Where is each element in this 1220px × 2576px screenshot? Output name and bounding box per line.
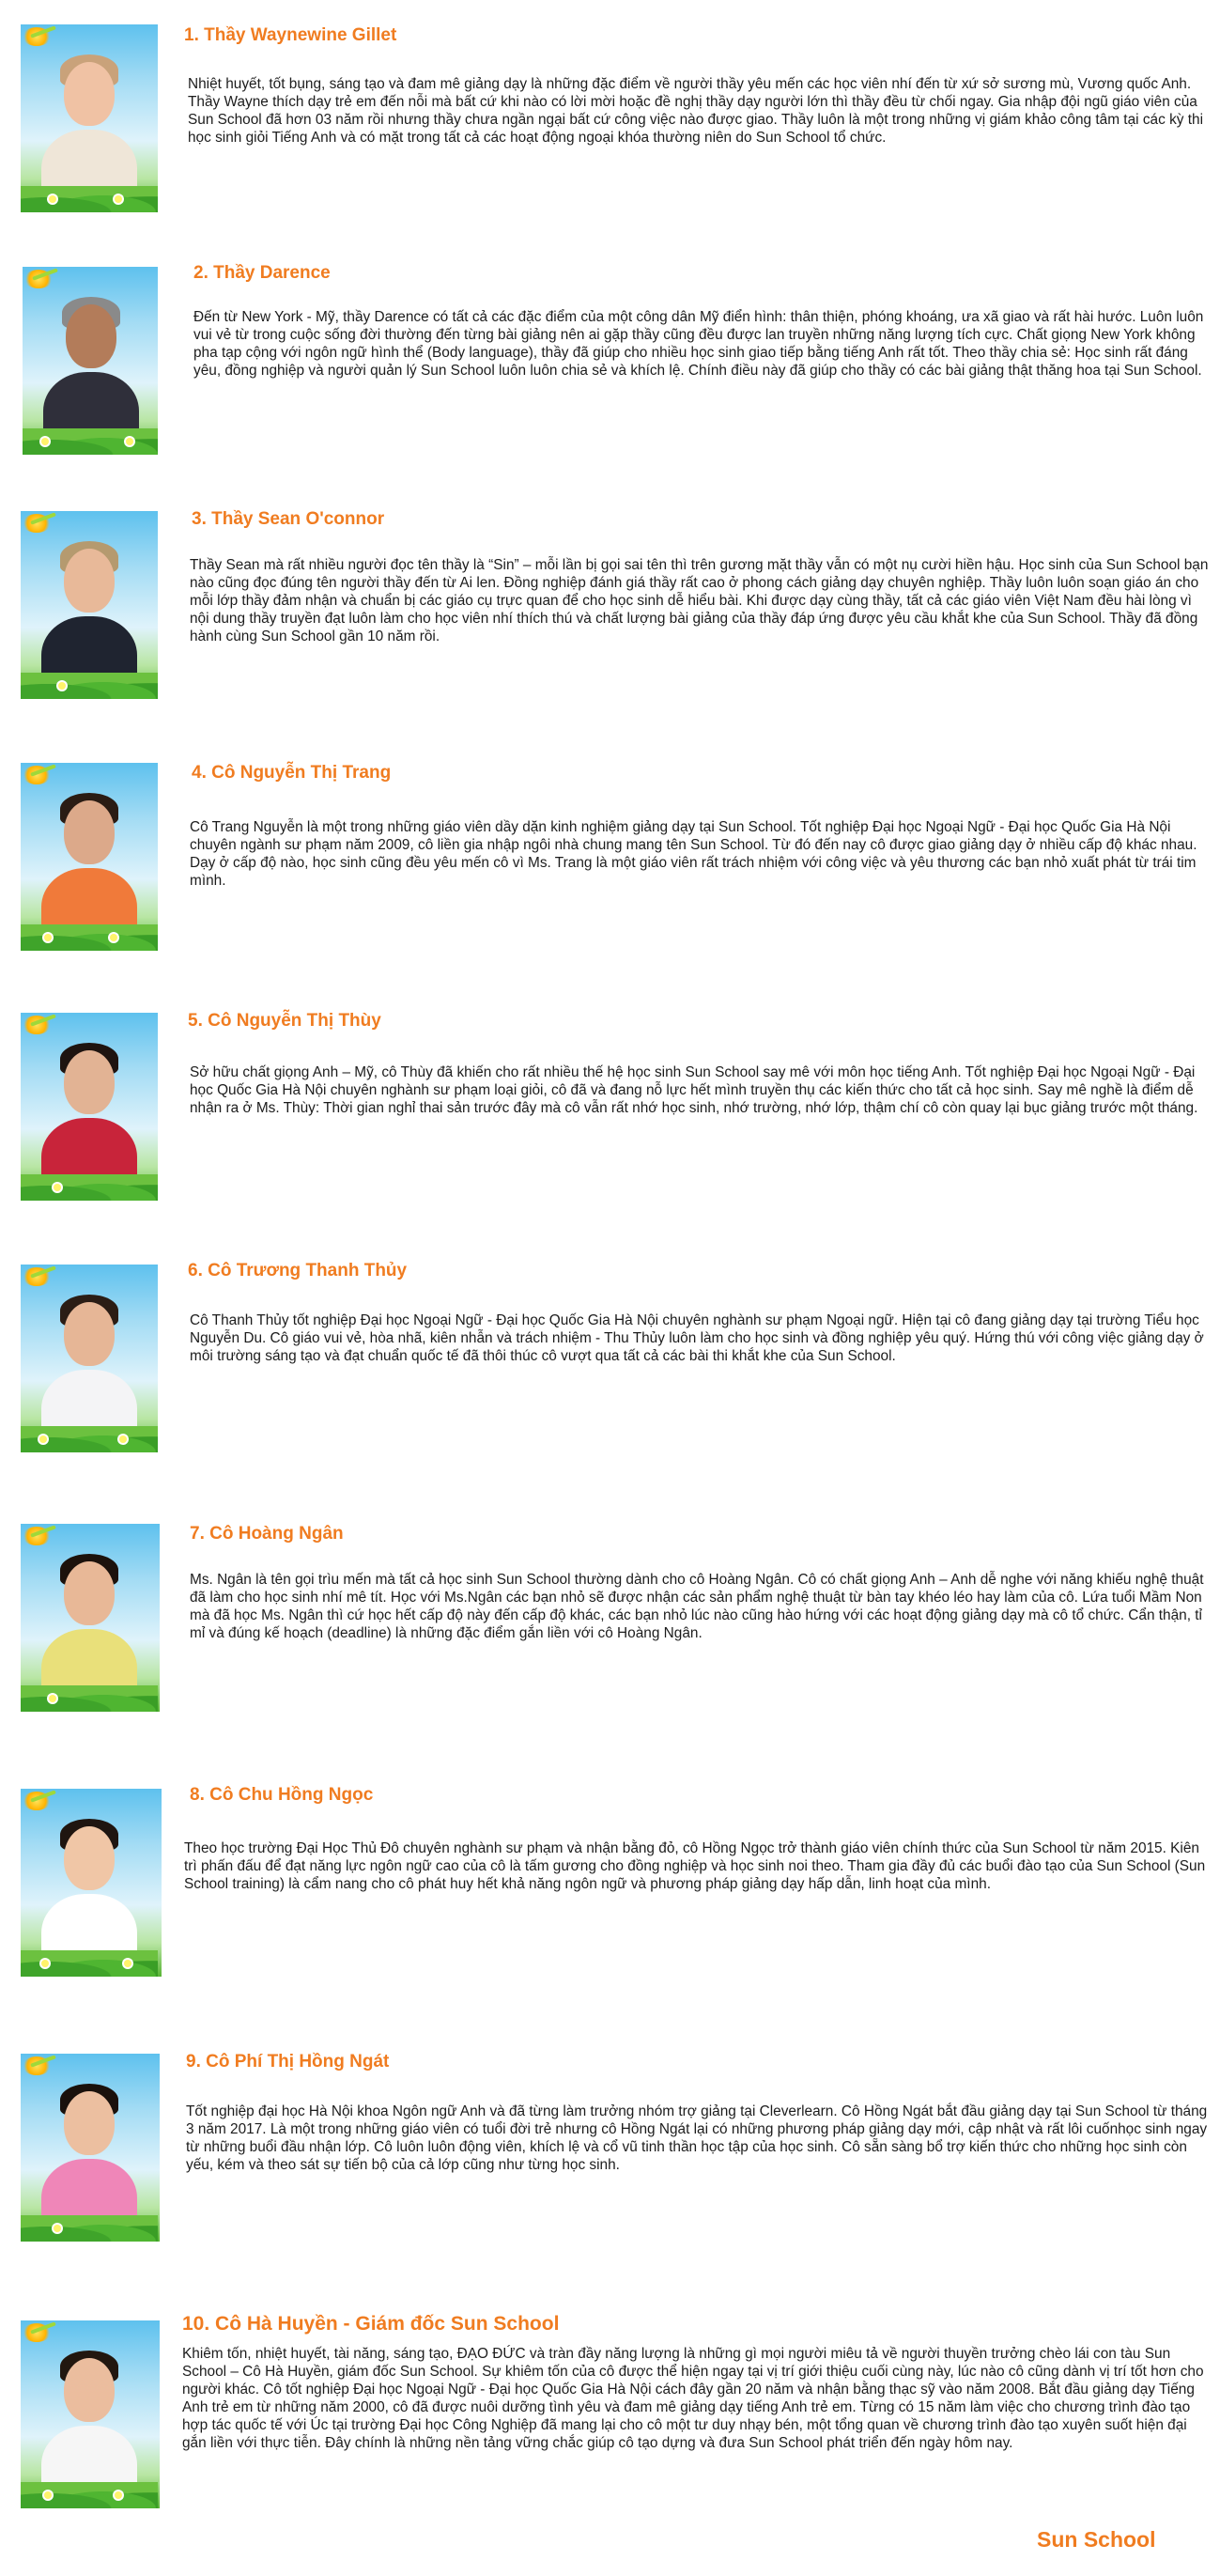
sun-school-signature: Sun School bbox=[1037, 2527, 1156, 2552]
teacher-photo bbox=[21, 763, 158, 951]
teacher-bio: Cô Thanh Thủy tốt nghiệp Đại học Ngoại Ngữ - Đại học Quốc Gia Hà Nội chuyên nghành sư phạm Ngoại ngữ. Hiện tại cô đang giảng dạy tại trường Tiểu học Nguyễn Du. Cô giáo vui vẻ, hòa nhã, kiên nhẫn và trách nhiệm - Thu Thủy luôn làm cho học sinh và đồng nghiệp yêu quý. Hứng thú với công việc giảng dạy ở môi trường sáng tạo và đạt chuẩn quốc tế đã thôi thúc cô vượt qua tất cả các bài thi khắt khe của Sun School. bbox=[190, 1312, 1204, 1364]
teacher-bio: Ms. Ngân là tên gọi trìu mến mà tất cả học sinh Sun School thường dành cho cô Hoàng Ngân. Cô có chất giọng Anh – Anh dễ nghe với năng khiếu nghệ thuật đã làm cho học sinh nhí mê tít. Học với Ms.Ngân các bạn nhỏ sẽ được nhận các sản phẩm nghệ thuật từ bàn tay khéo léo hay làm của cô. Lứa tuổi Mầm Non mà đã học Ms. Ngân thì cứ học hết cấp độ này đến cấp độ khác, các bạn nhỏ lúc nào cũng hào hứng với các hoạt động giảng dạy mà cô tổ chức. Cẩn thận, tỉ mỉ và đúng kế hoạch (deadline) là những đặc điểm gắn liền với cô Hoàng Ngân. bbox=[190, 1572, 1204, 1641]
teacher-bio: Đến từ New York - Mỹ, thầy Darence có tất cả các đặc điểm của một công dân Mỹ điển hình: thân thiện, phóng khoáng, ưa xã giao và rất hài hước. Luôn luôn vui vẻ từ trong cuộc sống đời thường đến từng bài giảng nên ai gặp thầy cũng đều được lan truyền những năng lượng tích cực. Chất giọng New York không pha tạp cộng với ngôn ngữ hình thể (Body language), thầy đã giúp cho nhiều học sinh giao tiếp bằng tiếng Anh rất tốt. Theo thầy chia sẻ: Học sinh rất đáng yêu, đồng nghiệp và người quản lý Sun School luôn luôn chia sẻ và khích lệ. Chính điều này đã giúp cho thầy có các bài giảng thật thăng hoa tại Sun School. bbox=[193, 309, 1204, 379]
teacher-bio: Thầy Sean mà rất nhiều người đọc tên thầy là “Sin” – mỗi lần bị gọi sai tên thì trên gương mặt thầy vẫn có một nụ cười hiền hậu. Học sinh của Sun School bạn nào cũng đọc đúng tên người thầy đến từ Ai len. Đồng nghiệp đánh giá thầy rất cao ở phong cách giảng dạy chuyên nghiệp. Thầy luôn luôn soạn giáo án cho mỗi lớp thầy đảm nhận và chuẩn bị các giáo cụ trực quan để cho học sinh dễ hiểu bài. Khi được dạy cùng thầy, tất cả các giáo viên Việt Nam đều hài lòng vì nội dung thầy truyền đạt luôn làm cho học viên nhí thích thú và chất lượng bài giảng của thầy đáp ứng được yêu cầu khắt khe của Sun School. Thầy đã đồng hành cùng Sun School gần 10 năm rồi. bbox=[190, 557, 1209, 644]
teacher-photo bbox=[21, 1524, 160, 1712]
teacher-photo bbox=[21, 2320, 160, 2508]
teacher-title: 3. Thầy Sean O'connor bbox=[192, 509, 385, 529]
teacher-bio: Theo học trường Đại Học Thủ Đô chuyên nghành sư phạm và nhận bằng đỏ, cô Hồng Ngọc trở thành giáo viên chính thức của Sun School từ năm 2015. Kiên trì phấn đấu để đạt năng lực ngôn ngữ cao của cô là tấm gương cho đồng nghiệp và học sinh noi theo. Tham gia đầy đủ các buổi đào tạo của Sun School (Sun School training) là cẩm nang cho cô phát huy hết khả năng ngôn ngữ và phương pháp giảng dạy hấp dẫn, linh hoạt của mình. bbox=[184, 1840, 1206, 1892]
teacher-photo bbox=[23, 267, 158, 455]
teacher-title: 4. Cô Nguyễn Thị Trang bbox=[192, 763, 392, 783]
teacher-photo bbox=[21, 2054, 160, 2242]
teacher-title: 8. Cô Chu Hồng Ngọc bbox=[190, 1785, 374, 1805]
teacher-photo bbox=[21, 1265, 158, 1452]
teacher-photo bbox=[21, 511, 158, 699]
teacher-bio: Sở hữu chất giọng Anh – Mỹ, cô Thùy đã khiến cho rất nhiều thế hệ học sinh Sun School say mê với môn học tiếng Anh. Tốt nghiệp Đại học Ngoại Ngữ - Đại học Quốc Gia Hà Nội chuyên nghành sư phạm loại giỏi, cô đã và đang nỗ lực hết mình truyền thụ các kiến thức cho tất cả học sinh. Say mê nghề là điểm dễ nhận ra ở Ms. Thùy: Thời gian nghỉ thai sản trước đây mà cô vẫn rất nhớ học sinh, nhớ trường, nhớ lớp, thậm chí cô còn quay lại bục giảng trước một tháng. bbox=[190, 1064, 1198, 1116]
teacher-title: 5. Cô Nguyễn Thị Thùy bbox=[188, 1011, 381, 1031]
teacher-title: 9. Cô Phí Thị Hồng Ngát bbox=[186, 2052, 390, 2072]
teacher-title: 2. Thầy Darence bbox=[193, 263, 331, 283]
teacher-title: 10. Cô Hà Huyền - Giám đốc Sun School bbox=[182, 2313, 560, 2335]
teacher-photo bbox=[21, 24, 158, 212]
teacher-title: 1. Thầy Waynewine Gillet bbox=[184, 25, 397, 45]
teacher-photo bbox=[21, 1789, 162, 1977]
teacher-bio: Nhiệt huyết, tốt bụng, sáng tạo và đam mê giảng dạy là những đặc điểm về người thầy yêu mến các học viên nhí đến từ xứ sở sương mù, Vương quốc Anh. Thầy Wayne thích dạy trẻ em đến nỗi mà bất cứ khi nào có lời mời hoặc đề nghị thầy dạy người lớn thì thầy đều từ chối ngay. Gia nhập đội ngũ giáo viên của Sun School đã hơn 03 năm rồi nhưng thầy chưa ngần ngại bất cứ công việc nào được giao. Thầy luôn là một trong những vị giám khảo công tâm tại các kỳ thi học sinh giỏi Tiếng Anh và có mặt trong tất cả các hoạt động ngoại khóa thường niên do Sun School tổ chức. bbox=[188, 76, 1203, 146]
teacher-photo bbox=[21, 1013, 158, 1201]
teacher-bio: Khiêm tốn, nhiệt huyết, tài năng, sáng tạo, ĐẠO ĐỨC và tràn đầy năng lượng là những gì mọi người miêu tả về người thuyền trưởng chèo lái con tàu Sun School – Cô Hà Huyền, giám đốc Sun School. Sự khiêm tốn của cô được thể hiện ngay tại vị trí giới thiệu cuối cùng này, lúc nào cô cũng dành vị trí tốt hơn cho người khác. Cô tốt nghiệp Đại học Ngoại Ngữ - Đại học Quốc Gia Hà Nội cách đây gần 20 năm và nhận bằng thạc sỹ vào năm 2008. Bắt đầu giảng dạy Tiếng Anh trẻ em từ những năm 2000, cô đã được nuôi dưỡng tình yêu và đam mê giảng dạy tiếng Anh trẻ em. Từng có 15 năm làm việc cho chương trình đào tạo hợp tác quốc tế với Úc tại trường Đại học Công Nghiệp đã mang lại cho cô một tư duy nhạy bén, một tổng quan về chương trình đào tạo xuyên suốt hiện đại gắn liền với thực tiễn. Đây chính là những nền tảng vững chắc giúp cô tạo dựng và đưa Sun School phát triển đến ngày hôm nay. bbox=[182, 2346, 1204, 2451]
teacher-title: 6. Cô Trương Thanh Thủy bbox=[188, 1261, 408, 1280]
teacher-title: 7. Cô Hoàng Ngân bbox=[190, 1524, 344, 1544]
teacher-bio: Tốt nghiệp đại học Hà Nội khoa Ngôn ngữ Anh và đã từng làm trưởng nhóm trợ giảng tại Cleverlearn. Cô Hồng Ngát bắt đầu giảng dạy tại Sun School từ tháng 3 năm 2017. Là một trong những giáo viên có tuổi đời trẻ nhưng cô Hồng Ngát lại có những phương pháp giảng dạy mới, cập nhật và rất lôi cuốnhọc sinh ngay từ những buổi đầu nhận lớp. Cô luôn luôn động viên, khích lệ và cổ vũ tinh thần học tập của học sinh. Cô sẵn sàng bổ trợ kiến thức cho những học sinh còn yếu, kém và theo sát sự tiến bộ của cả lớp cũng như từng học sinh. bbox=[186, 2103, 1208, 2173]
teacher-bio: Cô Trang Nguyễn là một trong những giáo viên dầy dặn kinh nghiệm giảng dạy tại Sun School. Tốt nghiệp Đại học Ngoại Ngữ - Đại học Quốc Gia Hà Nội chuyên ngành sư phạm năm 2009, cô liền gia nhập ngôi nhà chung mang tên Sun School. Từ đó đến nay cô được giao giảng dạy ở nhiều cấp độ khác nhau. Dạy ở cấp độ nào, học sinh cũng đều yêu mến cô vì Ms. Trang là một giáo viên rất trách nhiệm với công việc và yêu thương các bạn nhỏ xuất phát từ trái tim mình. bbox=[190, 819, 1197, 889]
